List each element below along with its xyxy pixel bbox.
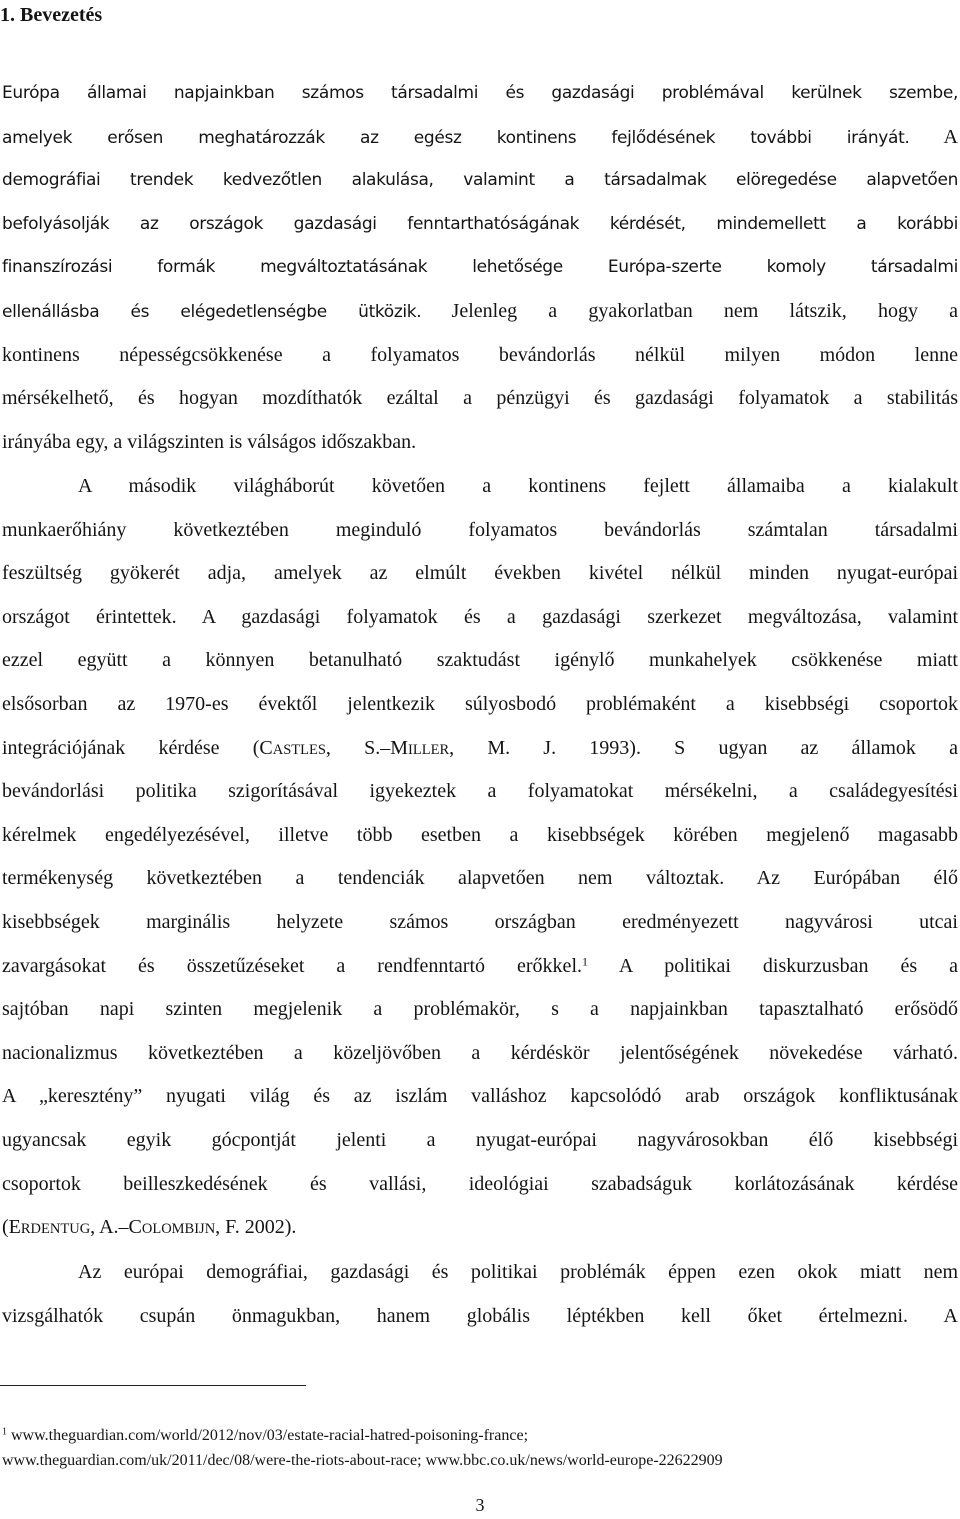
text-line: vizsgálhatók csupán önmagukban, hanem globális léptékben kell őket értelmezni. A <box>2 1304 958 1327</box>
paragraph-2 <box>2 465 958 1250</box>
text-line: munkaerőhiány következtében meginduló folyamatos bevándorlás számtalan társadalmi <box>2 518 958 541</box>
text-line: irányába egy, a világszinten is válságos időszakban. <box>2 430 417 453</box>
footnote-line-2 <box>2 1448 958 1474</box>
text-line: Az európai demográfiai, gazdasági és politikai problémák éppen ezen okok miatt nem <box>78 1261 958 1283</box>
paragraph-3 <box>2 1251 958 1338</box>
text-line: sajtóban napi szinten megjelenik a problémakör, s a napjainkban tapasztalható erősödő <box>2 998 958 1021</box>
text-line: amelyek erősen meghatározzák az egész kontinens fejlődésének további irányát. A <box>2 125 958 148</box>
footnote-link[interactable]: www.theguardian.com/world/2012/nov/03/estate-racial-hatred-poisoning-france; <box>11 1427 529 1444</box>
text-line: országot érintettek. A gazdasági folyamatok és a gazdasági szerkezet megváltozása, valamint <box>2 605 959 628</box>
text-line: mérsékelhető, és hogyan mozdíthatók ezáltal a pénzügyi és gazdasági folyamatok a stabilitás <box>2 387 958 410</box>
footnote-separator <box>0 1385 306 1386</box>
section-heading: 1. Bevezetés <box>0 4 103 26</box>
text-line-with-citation: (ERDENTUG, A.–COLOMBIJN, F. 2002). <box>2 1216 297 1239</box>
page-number: 3 <box>475 1495 485 1515</box>
text-line: kisebbségek marginális helyzete számos országban eredményezett nagyvárosi utcai <box>2 910 958 933</box>
text-line: bevándorlási politika szigorításával igyekeztek a folyamatokat mérsékelni, a családegyesítési <box>2 780 958 803</box>
text-line: Európa államai napjainkban számos társadalmi és gazdasági problémával kerülnek szembe, <box>2 83 958 103</box>
text-line: ellenállásba és elégedetlenségbe ütközik. Jelenleg a gyakorlatban nem látszik, hogy a <box>2 299 959 322</box>
text-line-with-footnote-ref: zavargásokat és összetűzéseket a rendfenntartó erőkkel.$^1$ A politikai diskurzusban és a <box>2 953 958 977</box>
footnote-line-1 <box>2 1423 958 1449</box>
text-line: ugyancsak egyik gócpontját jelenti a nyugat-európai nagyvárosokban élő kisebbségi <box>2 1128 958 1151</box>
text-line: finanszírozási formák megváltoztatásának lehetősége Európa-szerte komoly társadalmi <box>2 257 958 278</box>
text-line: elsősorban az 1970-es évektől jelentkezik súlyosbodó problémaként a kisebbségi csoportok <box>2 692 958 715</box>
text-line: kontinens népességcsökkenése a folyamatos bevándorlás nélkül milyen módon lenne <box>2 343 958 366</box>
text-line: feszültség gyökerét adja, amelyek az elmúlt években kivétel nélkül minden nyugat-európai <box>2 562 958 585</box>
text-line: A második világháborút követően a kontinens fejlett államaiba a kialakult <box>78 475 958 497</box>
text-line: befolyásolják az országok gazdasági fenntarthatóságának kérdését, mindemellett a korábbi <box>2 213 958 234</box>
text-line: nacionalizmus következtében a közeljövőben a kérdéskör jelentőségének növekedése várható. <box>2 1041 958 1064</box>
footnote-marker: 1 <box>2 1426 7 1438</box>
footnote-reference[interactable]: 1 <box>582 953 588 968</box>
paragraph-1 <box>2 72 958 464</box>
text-line: kérelmek engedélyezésével, illetve több esetben a kisebbségek körében megjelenő magasabb <box>2 823 958 846</box>
text-line: demográfiai trendek kedvezőtlen alakulása, valamint a társadalmak elöregedése alapvetően <box>2 170 958 191</box>
text-line: termékenység következtében a tendenciák alapvetően nem változtak. Az Európában élő <box>2 867 958 890</box>
text-line: csoportok beilleszkedésének és vallási, ideológiai szabadságuk korlátozásának kérdése <box>2 1172 958 1195</box>
text-line-with-citation: integrációjának kérdése (CASTLES, S.–MILLER, M. J. 1993). S ugyan az államok a <box>2 736 959 759</box>
text-line: ezzel együtt a könnyen betanulható szaktudást igénylő munkahelyek csökkenése miatt <box>2 649 958 672</box>
footnote-link[interactable]: www.theguardian.com/uk/2011/dec/08/were-the-riots-about-race; www.bbc.co.uk/news/world-europe-22622909 <box>2 1452 723 1469</box>
text-line: A „keresztény” nyugati világ és az iszlám valláshoz kapcsolódó arab országok konfliktusának <box>2 1085 958 1108</box>
